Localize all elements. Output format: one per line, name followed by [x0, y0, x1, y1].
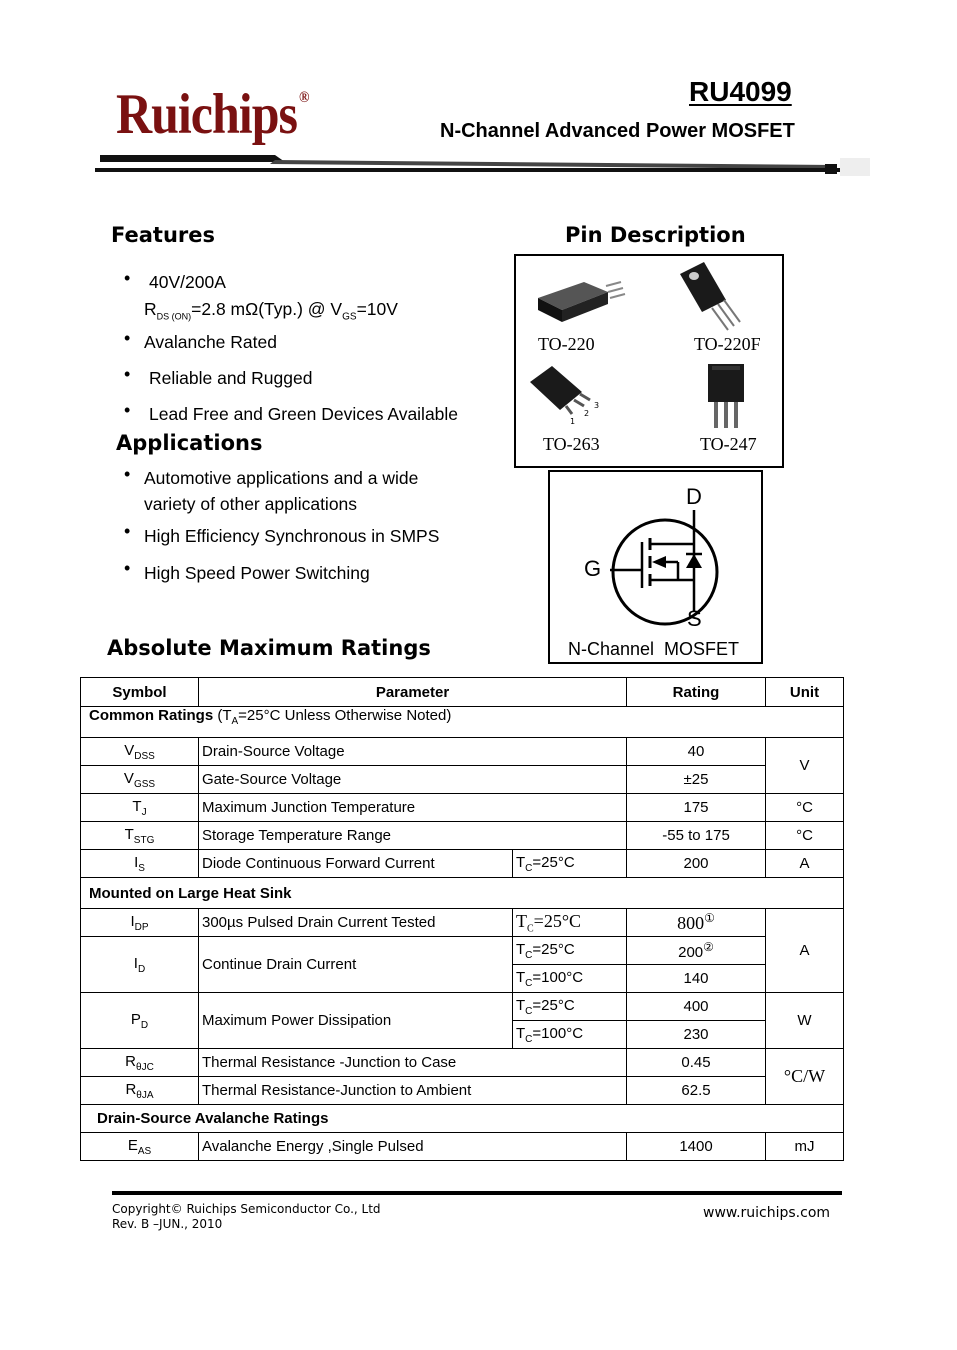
website-link[interactable]: www.ruichips.com: [703, 1205, 831, 1221]
symbol-cell: $I_D$: [81, 937, 199, 993]
bullet-icon: •: [124, 464, 131, 484]
symbol-cell: $V_{DSS}$: [81, 738, 199, 766]
avalanche-group: Drain-Source Avalanche Ratings: [81, 1105, 844, 1133]
feature-rating: 40V/200A: [149, 272, 226, 292]
table-row: [81, 1077, 844, 1105]
table-header-row: [81, 678, 844, 707]
parameter-cell: Continue Drain Current: [199, 937, 513, 993]
application-item-continued: variety of other applications: [144, 494, 358, 514]
company-logo: [116, 80, 309, 147]
rating-cell: 400: [627, 993, 766, 1021]
feature-item: Lead Free and Green Devices Available: [149, 404, 459, 424]
table-row: [81, 822, 844, 850]
registered-mark: ®: [298, 89, 309, 107]
logo-text: Ruichips: [116, 81, 297, 146]
applications-heading: Applications: [116, 431, 263, 455]
symbol-cell: $V_{GSS}$: [81, 766, 199, 794]
table-row: [81, 794, 844, 822]
bullet-icon: •: [124, 328, 131, 348]
group-row: [81, 878, 844, 909]
features-heading: Features: [111, 223, 215, 247]
feature-item: Avalanche Rated: [144, 332, 277, 352]
revision-text: Rev. B –JUN., 2010: [112, 1217, 223, 1231]
application-item: High Efficiency Synchronous in SMPS: [144, 526, 440, 546]
bullet-icon: •: [124, 521, 131, 541]
table-row: [81, 1133, 844, 1161]
feature-rds: $R_{DS (ON)}=2.8$ mΩ(Typ.) @ $V_{GS}=10V$: [144, 299, 398, 323]
to220f-package-icon: [676, 260, 756, 334]
part-number: RU4099: [689, 76, 792, 107]
ratings-table: [80, 677, 844, 1161]
unit-cell: W: [766, 993, 844, 1049]
parameter-cell: Storage Temperature Range: [199, 822, 627, 850]
to263-package-icon: [526, 364, 621, 426]
drain-label: D: [686, 484, 702, 509]
symbol-cell: $T_{STG}$: [81, 822, 199, 850]
rating-cell: 800①: [627, 909, 766, 937]
parameter-cell: Drain-Source Voltage: [199, 738, 627, 766]
table-row: [81, 738, 844, 766]
parameter-cell: Thermal Resistance-Junction to Ambient: [199, 1077, 627, 1105]
to247-package-icon: [702, 362, 752, 432]
table-row: [81, 766, 844, 794]
bullet-icon: •: [124, 268, 131, 288]
gate-label: G: [584, 556, 602, 581]
package-label: TO-220F: [694, 334, 761, 354]
rating-cell: -55 to 175: [627, 822, 766, 850]
source-label: S: [687, 606, 702, 631]
unit-cell: °C: [766, 794, 844, 822]
unit-cell: V: [766, 738, 844, 794]
to220-package-icon: [526, 270, 631, 330]
pin-number: 1: [570, 417, 576, 426]
column-header: Parameter: [199, 678, 627, 707]
rating-cell: 230: [627, 1021, 766, 1049]
rating-cell: 175: [627, 794, 766, 822]
symbol-caption: N-Channel MOSFET: [568, 639, 740, 659]
parameter-cell: Maximum Junction Temperature: [199, 794, 627, 822]
rating-cell: ±25: [627, 766, 766, 794]
table-row: [81, 1049, 844, 1077]
header-divider: [95, 150, 875, 180]
rating-cell: 40: [627, 738, 766, 766]
symbol-cell: $P_D$: [81, 993, 199, 1049]
rating-cell: 0.45: [627, 1049, 766, 1077]
package-label: TO-220: [538, 334, 595, 354]
unit-cell: A: [766, 909, 844, 993]
application-item: High Speed Power Switching: [144, 563, 370, 583]
symbol-cell: $E_{AS}$: [81, 1133, 199, 1161]
unit-cell: °C: [766, 822, 844, 850]
table-row: [81, 909, 844, 937]
package-label: TO-263: [543, 434, 600, 454]
table-row: [81, 993, 844, 1021]
column-header: Unit: [766, 678, 844, 707]
rating-cell: 62.5: [627, 1077, 766, 1105]
table-row: [81, 937, 844, 965]
mosfet-symbol-icon: [550, 472, 761, 632]
bullet-icon: •: [124, 364, 131, 384]
condition-cell: $T_C=100^\circ C$: [513, 965, 627, 993]
package-box: [514, 254, 784, 468]
column-header: Symbol: [81, 678, 199, 707]
rating-cell: 140: [627, 965, 766, 993]
bullet-icon: •: [124, 400, 131, 420]
unit-cell: °C/W: [766, 1049, 844, 1105]
symbol-cell: $R_{\theta JC}$: [81, 1049, 199, 1077]
table-row: [81, 850, 844, 878]
unit-cell: A: [766, 850, 844, 878]
heat-sink-group: Mounted on Large Heat Sink: [81, 878, 844, 909]
pin-description-heading: Pin Description: [565, 223, 746, 247]
feature-item: Reliable and Rugged: [149, 368, 313, 388]
pin-number: 2: [584, 409, 590, 418]
rating-cell: 200: [627, 850, 766, 878]
group-row: [81, 707, 844, 738]
mosfet-symbol-box: [548, 470, 763, 664]
symbol-cell: $T_J$: [81, 794, 199, 822]
symbol-cell: $I_S$: [81, 850, 199, 878]
column-header: Rating: [627, 678, 766, 707]
parameter-cell: Thermal Resistance -Junction to Case: [199, 1049, 627, 1077]
condition-cell: $T_C=100^\circ C$: [513, 1021, 627, 1049]
parameter-cell: Avalanche Energy ,Single Pulsed: [199, 1133, 627, 1161]
parameter-cell: Gate-Source Voltage: [199, 766, 627, 794]
parameter-cell: 300µs Pulsed Drain Current Tested: [199, 909, 513, 937]
rating-cell: 200②: [627, 937, 766, 965]
condition-cell: $T_C=25^\circ C$: [513, 993, 627, 1021]
symbol-cell: $R_{\theta JA}$: [81, 1077, 199, 1105]
application-item: Automotive applications and a wide: [144, 468, 419, 488]
parameter-cell: Diode Continuous Forward Current: [199, 850, 513, 878]
common-ratings-group: Common Ratings ($T_A=25^\circ C$ Unless Otherwise Noted): [81, 707, 844, 738]
bullet-icon: •: [124, 558, 131, 578]
package-label: TO-247: [700, 434, 757, 454]
copyright-text: Copyright© Ruichips Semiconductor Co., Ltd: [112, 1202, 381, 1216]
condition-cell: $T_C=25^\circ C$: [513, 850, 627, 878]
pin-number: 3: [594, 401, 600, 410]
document-subtitle: N-Channel Advanced Power MOSFET: [440, 120, 795, 142]
footer-divider: [112, 1191, 842, 1195]
condition-cell: $T_C=25^\circ C$: [513, 909, 627, 937]
parameter-cell: Maximum Power Dissipation: [199, 993, 513, 1049]
group-row: [81, 1105, 844, 1133]
condition-cell: $T_C=25^\circ C$: [513, 937, 627, 965]
symbol-cell: $I_{DP}$: [81, 909, 199, 937]
ratings-heading: Absolute Maximum Ratings: [107, 636, 431, 660]
unit-cell: mJ: [766, 1133, 844, 1161]
rating-cell: 1400: [627, 1133, 766, 1161]
